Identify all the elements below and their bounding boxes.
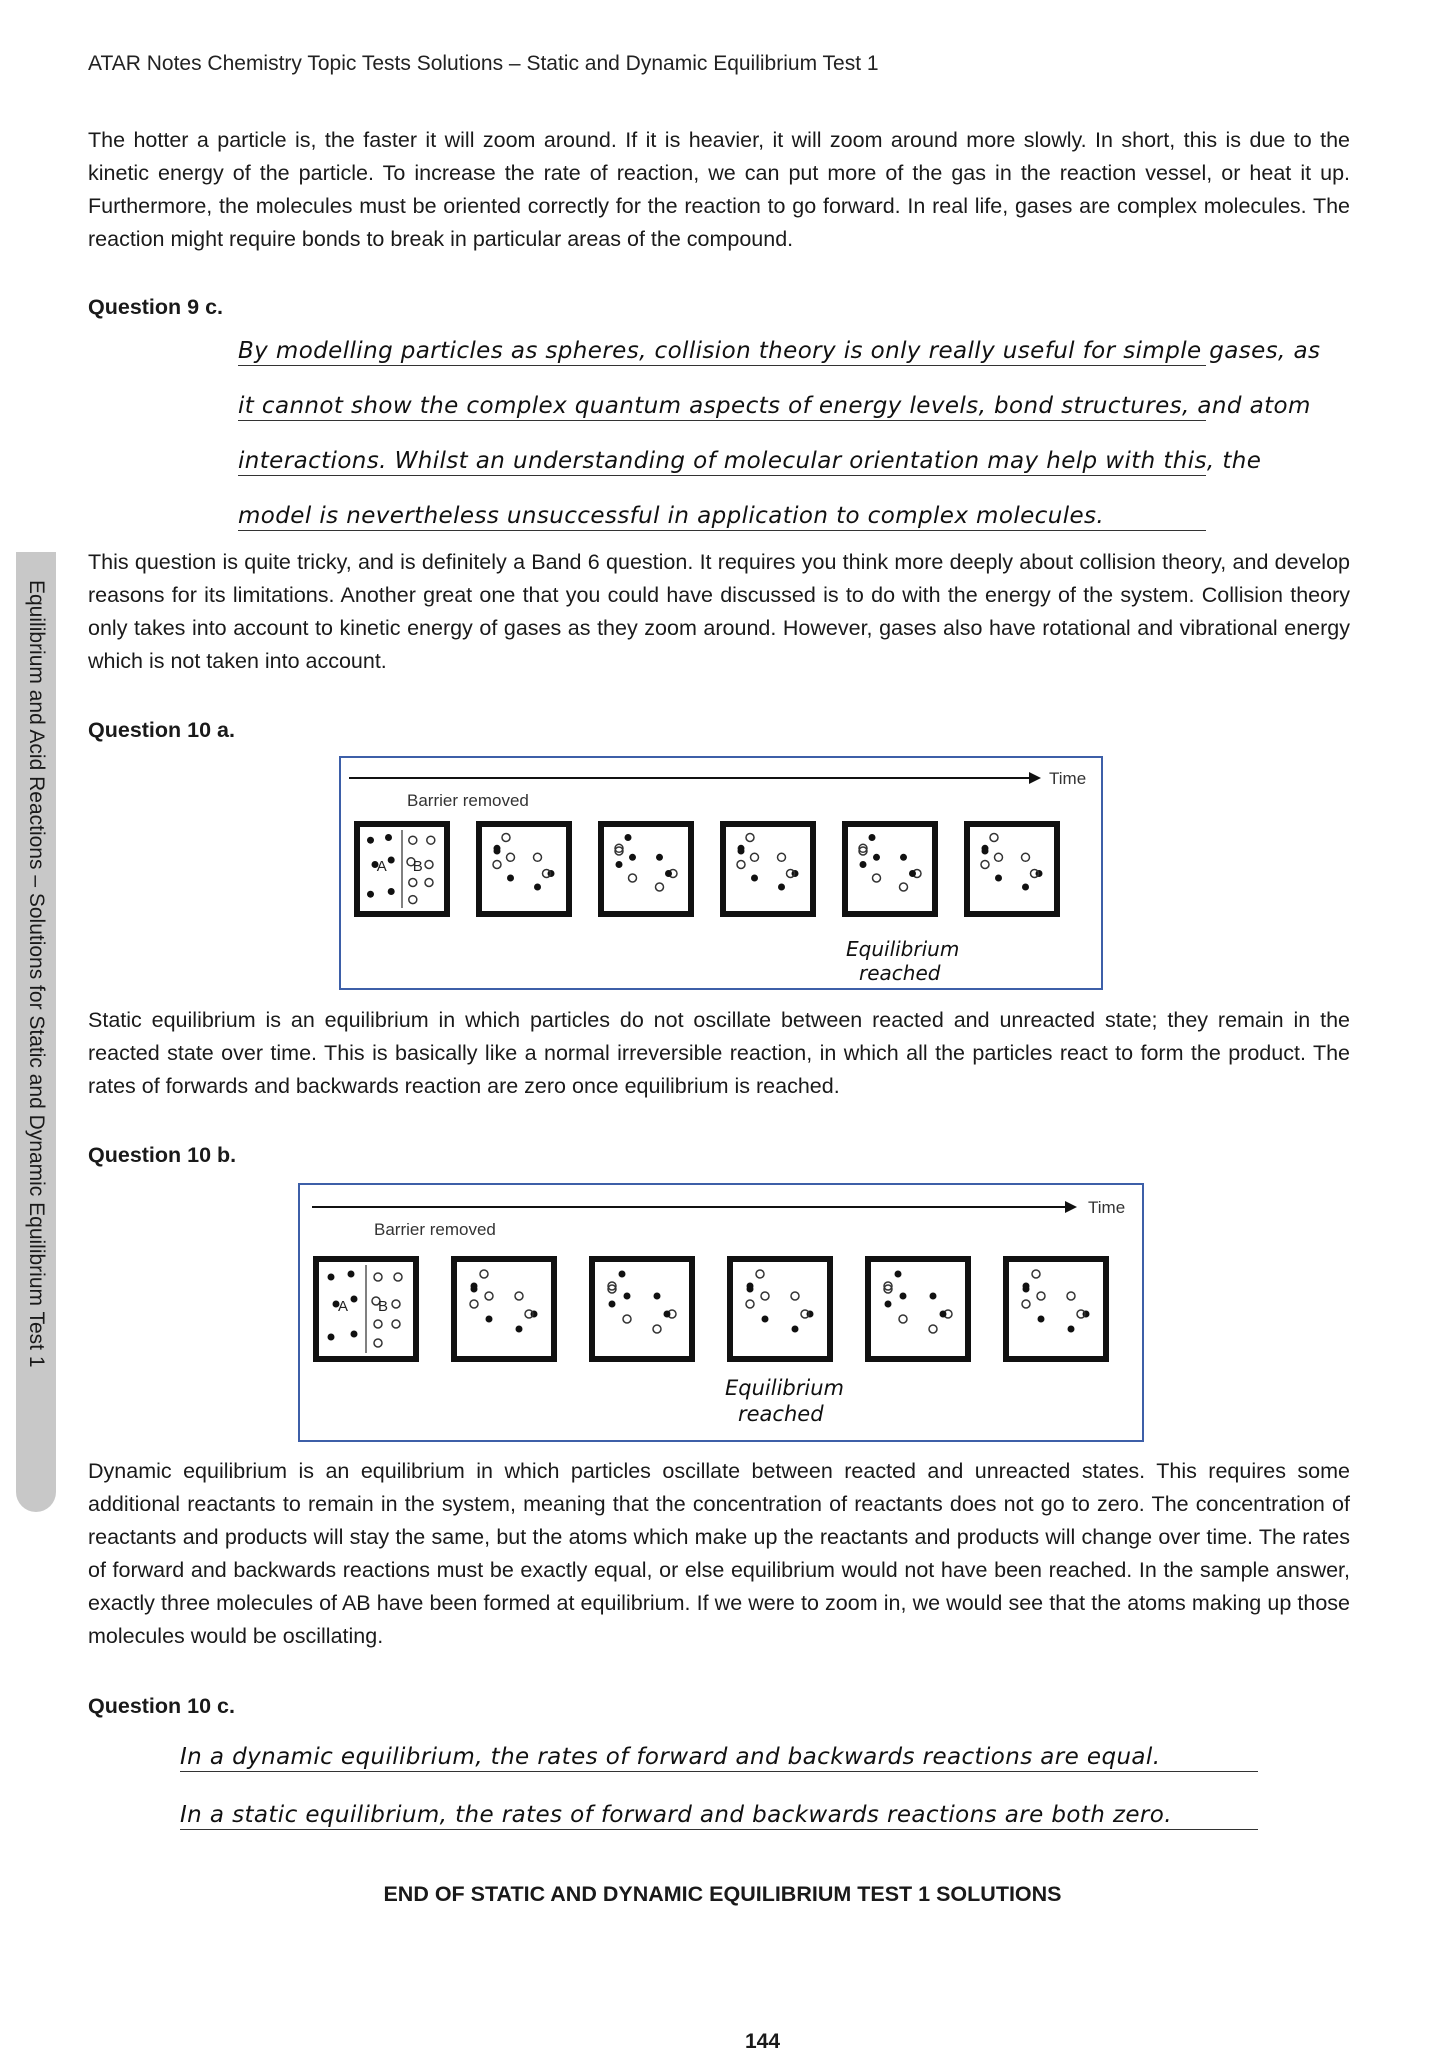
particle-b <box>653 1325 661 1333</box>
time-label: Time <box>1049 769 1087 788</box>
particle-b <box>873 874 881 882</box>
reaction-vessel-box <box>454 1259 554 1359</box>
particle-b <box>392 1320 400 1328</box>
particle-b <box>485 1292 493 1300</box>
particle-b <box>480 1270 488 1278</box>
particle-a <box>778 884 785 891</box>
question-10b-heading: Question 10 b. <box>88 1143 237 1167</box>
particle-b <box>746 1300 754 1308</box>
barrier-label: Barrier removed <box>407 791 529 810</box>
particle-a <box>609 1301 616 1308</box>
particle-a <box>995 875 1002 882</box>
reaction-vessel-box <box>592 1259 692 1359</box>
vessel-wall <box>730 1259 830 1359</box>
page-header: ATAR Notes Chemistry Topic Tests Solutions – Static and Dynamic Equilibrium Test 1 <box>88 52 879 75</box>
particle-b <box>761 1292 769 1300</box>
particle-a <box>486 1316 493 1323</box>
vessel-wall <box>723 824 813 914</box>
particle-a <box>1038 1316 1045 1323</box>
particle-a <box>348 1271 355 1278</box>
particle-b <box>629 874 637 882</box>
particle-a <box>885 1301 892 1308</box>
particle-a <box>654 1293 661 1300</box>
particle-a <box>1023 1283 1030 1290</box>
particle-a <box>869 834 876 841</box>
vessel-wall <box>1006 1259 1106 1359</box>
particle-a <box>900 1293 907 1300</box>
particle-b <box>392 1300 400 1308</box>
particle-a <box>909 870 916 877</box>
particle-b <box>778 853 786 861</box>
reaction-vessel-box <box>316 1259 416 1359</box>
q9c-explanation: This question is quite tricky, and is definitely a Band 6 question. It requires you think more deeply about collision theory, and develop reasons for its limitations. Another great one that you could have discussed is to do with the energy of the system. Collision theory only takes into account to kinetic energy of gases as they zoom around. However, gases also have rotational and vibrational energy which is not taken into account. <box>88 550 1350 673</box>
barrier-label: Barrier removed <box>374 1220 496 1239</box>
q9c-handwritten-line: By modelling particles as spheres, collision theory is only really useful for simple gases, as <box>238 338 1321 364</box>
particle-a <box>982 845 989 852</box>
reaction-vessel-box <box>1006 1259 1106 1359</box>
particle-b <box>374 1273 382 1281</box>
q9c-handwritten-line: it cannot show the complex quantum aspects of energy levels, bond structures, and atom <box>238 393 1311 419</box>
particle-b <box>507 853 515 861</box>
particle-a <box>625 834 632 841</box>
particle-b <box>470 1300 478 1308</box>
particle-b <box>394 1273 402 1281</box>
particle-b <box>1067 1292 1075 1300</box>
particle-b <box>425 861 433 869</box>
particle-b <box>427 836 435 844</box>
particle-b <box>374 1339 382 1347</box>
equilibrium-label: reached <box>859 961 941 985</box>
reaction-vessel-box <box>868 1259 968 1359</box>
particle-a <box>388 888 395 895</box>
reaction-vessel-box <box>601 824 691 914</box>
particle-b <box>899 1315 907 1323</box>
q10b-explanation: Dynamic equilibrium is an equilibrium in which particles oscillate between reacted and unreacted states. This requires some additional reactants to remain in the system, meaning that the concentration of reactants does not go to zero. The concentration of reactants and products will stay the same, but the atoms which make up the reactants and products will change over time. The rates of forward and backwards reactions must be exactly equal, or else equilibrium would not have been reached. In the sample answer, exactly three molecules of AB have been formed at equilibrium. If we were to zoom in, we would see that the atoms making up those molecules would be oscillating. <box>88 1459 1350 1648</box>
q9c-handwritten-line: model is nevertheless unsuccessful in application to complex molecules. <box>238 503 1206 531</box>
particle-b <box>791 1292 799 1300</box>
particle-b <box>929 1325 937 1333</box>
particle-a <box>351 1331 358 1338</box>
reaction-vessel-box <box>723 824 813 914</box>
particle-b <box>534 853 542 861</box>
vessel-wall <box>592 1259 692 1359</box>
static-equilibrium-diagram <box>341 758 1101 988</box>
particle-a <box>1022 884 1029 891</box>
particle-a <box>656 854 663 861</box>
static-equilibrium-figure <box>339 756 1103 990</box>
q10c-handwritten-line: In a static equilibrium, the rates of forward and backwards reactions are both zero. <box>180 1802 1258 1830</box>
question-10a-heading: Question 10 a. <box>88 718 235 742</box>
particle-a <box>351 1296 358 1303</box>
particle-a <box>751 875 758 882</box>
particle-b <box>737 861 745 869</box>
particle-a <box>895 1271 902 1278</box>
arrow-head-icon <box>1065 1201 1077 1213</box>
particle-a <box>665 870 672 877</box>
particle-b <box>995 853 1003 861</box>
particle-b <box>981 861 989 869</box>
reaction-vessel-box <box>357 824 447 914</box>
particle-a <box>792 1326 799 1333</box>
particle-a <box>747 1283 754 1290</box>
particle-b <box>900 883 908 891</box>
particle-b <box>756 1270 764 1278</box>
particle-a <box>930 1293 937 1300</box>
particle-a <box>664 1311 671 1318</box>
vessel-wall <box>454 1259 554 1359</box>
particle-b <box>1037 1292 1045 1300</box>
particle-a <box>471 1283 478 1290</box>
dynamic-equilibrium-diagram <box>300 1185 1142 1440</box>
particle-a <box>738 845 745 852</box>
q9c-handwritten-line: interactions. Whilst an understanding of molecular orientation may help with this, the <box>238 448 1262 474</box>
side-tab-label: Equilibrium and Acid Reactions – Solutions for Static and Dynamic Equilibrium Test 1 <box>25 580 48 1368</box>
particle-b <box>1022 1300 1030 1308</box>
particle-a <box>367 837 374 844</box>
particle-b <box>493 861 501 869</box>
vessel-wall <box>479 824 569 914</box>
particle-a <box>860 861 867 868</box>
particle-b <box>409 879 417 887</box>
particle-b <box>515 1292 523 1300</box>
particle-a <box>507 875 514 882</box>
equilibrium-label: Equilibrium <box>725 1376 844 1400</box>
arrow-head-icon <box>1029 772 1041 784</box>
particle-a <box>900 854 907 861</box>
particle-a <box>629 854 636 861</box>
particle-b <box>656 883 664 891</box>
vessel-wall <box>845 824 935 914</box>
particle-b <box>502 834 510 842</box>
label-b: B <box>412 857 423 875</box>
particle-a <box>1068 1326 1075 1333</box>
particle-b <box>751 853 759 861</box>
particle-a <box>619 1271 626 1278</box>
particle-a <box>616 861 623 868</box>
particle-a <box>385 834 392 841</box>
particle-b <box>409 896 417 904</box>
q10c-handwritten-line: In a dynamic equilibrium, the rates of forward and backwards reactions are equal. <box>180 1744 1258 1772</box>
reaction-vessel-box <box>479 824 569 914</box>
particle-a <box>516 1326 523 1333</box>
time-label: Time <box>1088 1198 1126 1217</box>
particle-b <box>374 1320 382 1328</box>
label-a: A <box>376 857 387 875</box>
vessel-wall <box>868 1259 968 1359</box>
particle-b <box>409 836 417 844</box>
particle-b <box>1032 1270 1040 1278</box>
reaction-vessel-box <box>845 824 935 914</box>
vessel-wall <box>967 824 1057 914</box>
particle-a <box>388 857 395 864</box>
particle-a <box>494 845 501 852</box>
particle-a <box>873 854 880 861</box>
equilibrium-label: Equilibrium <box>846 937 960 961</box>
particle-a <box>328 1274 335 1281</box>
particle-b <box>746 834 754 842</box>
label-b: B <box>378 1298 389 1315</box>
particle-b <box>623 1315 631 1323</box>
particle-a <box>762 1316 769 1323</box>
intro-paragraph: The hotter a particle is, the faster it will zoom around. If it is heavier, it will zoom around more slowly. In short, this is due to the kinetic energy of the particle. To increase the rate of reaction, we can put more of the gas in the reaction vessel, or heat it up. Furthermore, the molecules must be oriented correctly for the reaction to go forward. In real life, gases are complex molecules. The reaction might require bonds to break in particular areas of the compound. <box>88 128 1350 251</box>
question-10c-heading: Question 10 c. <box>88 1694 235 1718</box>
dynamic-equilibrium-figure <box>298 1183 1144 1442</box>
q10a-explanation: Static equilibrium is an equilibrium in which particles do not oscillate between reacted and unreacted state; they remain in the reacted state over time. This is basically like a normal irreversible reaction, in which all the particles react to form the product. The rates of forwards and backwards reaction are zero once equilibrium is reached. <box>88 1008 1350 1098</box>
question-9c-heading: Question 9 c. <box>88 295 224 319</box>
page-number: 144 <box>744 2030 781 2053</box>
particle-a <box>328 1334 335 1341</box>
reaction-vessel-box <box>730 1259 830 1359</box>
particle-b <box>425 879 433 887</box>
particle-a <box>367 891 374 898</box>
label-a: A <box>338 1298 349 1315</box>
reaction-vessel-box <box>967 824 1057 914</box>
particle-a <box>534 884 541 891</box>
vessel-wall <box>601 824 691 914</box>
particle-b <box>1022 853 1030 861</box>
particle-b <box>990 834 998 842</box>
end-of-solutions: END OF STATIC AND DYNAMIC EQUILIBRIUM TEST 1 SOLUTIONS <box>383 1882 1062 1906</box>
particle-a <box>624 1293 631 1300</box>
particle-a <box>940 1311 947 1318</box>
equilibrium-label: reached <box>738 1402 824 1426</box>
